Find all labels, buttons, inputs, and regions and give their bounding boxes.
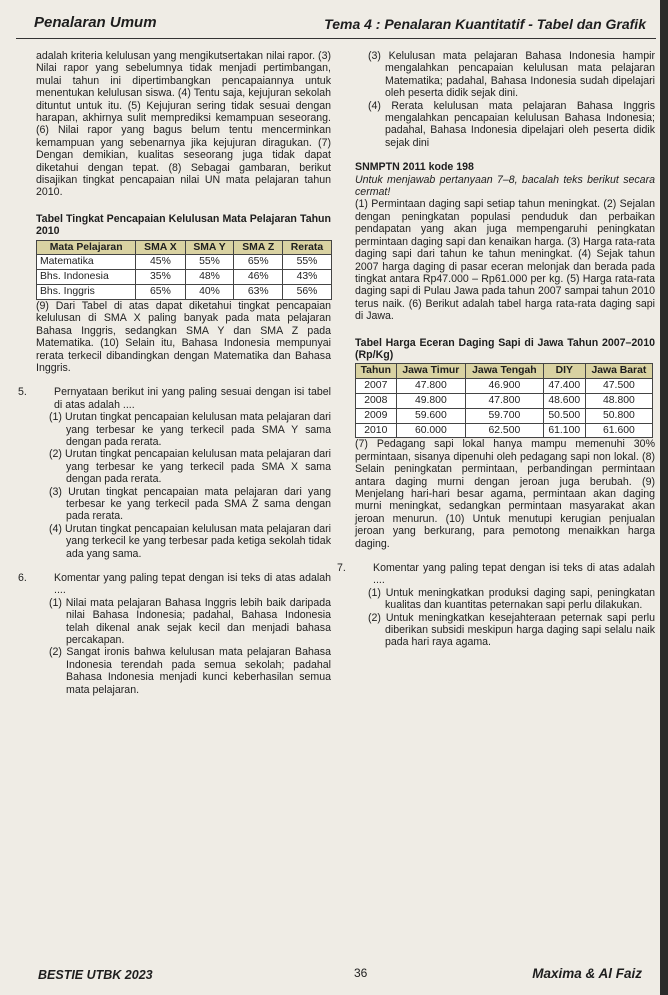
table-cell: 47.800 (466, 393, 544, 408)
table-header-cell: Jawa Timur (396, 364, 465, 379)
table-cell: Bhs. Indonesia (37, 270, 136, 285)
question-6 (18, 572, 331, 696)
table-cell: 62.500 (466, 423, 544, 438)
answer-option[interactable]: (4) Rerata kelulusan mata pelajaran Bahasa Inggris mengalahkan pencapaian kelulusan Bahasa Indonesia; padahal, Bahasa Indonesia dipelajari oleh peserta didik sejak dini (368, 99, 655, 149)
table-row (356, 393, 653, 408)
table-cell: 2008 (356, 393, 397, 408)
table-cell: 2010 (356, 423, 397, 438)
intro-paragraph: adalah kriteria kelulusan yang mengikutsertakan nilai rapor. (3) Nilai rapor yang sebelumnya tidak menjadi pertimbangan, mulai tahun ini dipertimbangkan pencapaiannya untuk menentukan kelulusan siswa. (4) Tentu saja, kejujuran sekolah dituntut untuk itu. (5) Kejujuran sering tidak sesuai dengan harapan, akhirnya sulit memprediksi kemampuan seseorang. (6) Nilai rapor yang bagus belum tentu mencerminkan kemampuan yang sebenarnya jika kejujuran diragukan. (7) Dengan demikian, kualitas seseorang juga tidak dapat diketahui dengan tepat. (8) Sebagai gambaran, berikut disajikan tingkat pencapaian nilai UN mata pelajaran tahun 2010. (36, 50, 331, 199)
question-stem: Komentar yang paling tepat dengan isi teks di atas adalah .... (373, 561, 655, 587)
answer-option[interactable]: (2) Untuk meningkatkan kesejahteraan peternak sapi perlu diberikan subsidi meskipun harga daging sapi selalu naik pada hari raya agama. (368, 611, 655, 649)
answer-option[interactable]: (2) Sangat ironis bahwa kelulusan mata pelajaran Bahasa Indonesia terendah pada semua sekolah; padahal Bahasa Indonesia menjadi kunci keberhasilan semua mata pelajaran. (49, 646, 331, 696)
question-7 (337, 561, 655, 649)
table-cell: 50.800 (585, 408, 652, 423)
table-cell: 60.000 (396, 423, 465, 438)
footer-book-title: BESTIE UTBK 2023 (38, 968, 153, 982)
table-cell: 55% (185, 255, 234, 270)
table-cell: 59.600 (396, 408, 465, 423)
header-theme: Tema 4 : Penalaran Kuantitatif - Tabel dan Grafik (324, 16, 646, 32)
question-number: 6. (18, 572, 27, 584)
table-cell: 35% (136, 270, 185, 285)
table-harga-daging (355, 363, 653, 438)
table-row (37, 285, 332, 300)
after-table-paragraph: (7) Pedagang sapi lokal hanya mampu memenuhi 30% permintaan, sisanya dipenuhi oleh pedagang sapi non lokal. (8) Selain peningkatan permintaan, perbandingan permintaan antara daging murni dengan jeroan juga berubah. (9) Menjelang hari-hari besar agama, permintaan akan daging murni meningkat, sedangkan permintaan masyarakat akan jeroan menurun. (10) Untuk menutupi kerugian penjualan jeroan yang berkurang, para pemotong menaikkan harga daging. (355, 438, 655, 550)
answer-option[interactable]: (1) Urutan tingkat pencapaian kelulusan mata pelajaran dari yang terbesar ke yang terkecil pada SMA Y sama dengan pada rerata. (49, 411, 331, 448)
answer-option[interactable]: (4) Urutan tingkat pencapaian kelulusan mata pelajaran dari yang terkecil ke yang terbesar pada ketiga sekolah tidak ada yang sama. (49, 522, 331, 560)
after-table-paragraph: (9) Dari Tabel di atas dapat diketahui tingkat pencapaian kelulusan di SMA X paling banyak pada mata pelajaran Bahasa Inggris, sedangkan SMA Y dan SMA Z pada Matematika. (10) Selain itu, Bahasa Indonesia mempunyai rerata terkecil dibandingkan dengan Matematika dan Bahasa Inggris. (36, 299, 331, 374)
table-cell: 48% (185, 270, 234, 285)
table-header-cell: Mata Pelajaran (37, 240, 136, 255)
answer-option[interactable]: (1) Nilai mata pelajaran Bahasa Inggris lebih baik daripada nilai Bahasa Indonesia; padahal, Bahasa Indonesia telah dikenal anak sejak kecil dan menjadi bahasa percakapan. (49, 596, 331, 647)
table-title-un: Tabel Tingkat Pencapaian Kelulusan Mata Pelajaran Tahun 2010 (36, 212, 331, 238)
table-cell: 59.700 (466, 408, 544, 423)
table-cell: Bhs. Inggris (37, 285, 136, 300)
table-cell: 48.600 (543, 393, 585, 408)
answer-option[interactable]: (2) Urutan tingkat pencapaian kelulusan mata pelajaran dari yang terbesar ke yang terkecil pada SMA X sama dengan pada rerata. (49, 448, 331, 486)
page-edge-shadow (660, 0, 668, 995)
table-cell: 50.500 (543, 408, 585, 423)
header-subject: Penalaran Umum (34, 14, 157, 31)
table-cell: 43% (282, 270, 331, 285)
table-cell: Matematika (37, 255, 136, 270)
table-cell: 65% (234, 255, 282, 270)
table-cell: 55% (282, 255, 331, 270)
table-row (37, 270, 332, 285)
table-cell: 61.600 (585, 423, 652, 438)
reading-instruction: Untuk menjawab pertanyaan 7–8, bacalah teks berikut secara cermat! (355, 173, 655, 199)
table-title-daging: Tabel Harga Eceran Daging Sapi di Jawa Tahun 2007–2010 (Rp/Kg) (355, 336, 655, 361)
table-cell: 46.900 (466, 379, 544, 394)
table-row (356, 408, 653, 423)
question-number: 5. (18, 386, 27, 399)
table-header-cell: SMA Y (185, 240, 234, 255)
question-number: 7. (337, 561, 346, 574)
table-cell: 45% (136, 255, 185, 270)
table-cell: 56% (282, 285, 331, 300)
table-header-cell: DIY (543, 364, 585, 379)
table-cell: 2009 (356, 408, 397, 423)
table-header-cell: Jawa Barat (585, 364, 652, 379)
table-cell: 46% (234, 270, 282, 285)
question-stem: Pernyataan berikut ini yang paling sesuai dengan isi tabel di atas adalah .... (54, 386, 331, 411)
table-cell: 47.500 (585, 379, 652, 394)
table-cell: 47.800 (396, 379, 465, 394)
passage-paragraph: (1) Permintaan daging sapi setiap tahun meningkat. (2) Sejalan dengan peningkatan populasi penduduk dan perbaikan pendapatan yang akan juga mempengaruhi peningkatan permintaan daging sapi dan kenaikan harga. (3) Harga rata-rata daging sapi dari tahun ke tahun meningkat. (4) Sejak tahun 2007 harga daging di pasar eceran melonjak dan berada pada tingkat antara Rp47.000 – Rp61.000 per kg. (5) Harga rata-rata daging sapi di Pulau Jawa pada tahun 2007 sampai tahun 2010 terus naik. (6) Berikut adalah tabel harga rata-rata daging sapi di Jawa. (355, 198, 655, 323)
table-cell: 40% (185, 285, 234, 300)
question-5 (18, 386, 331, 560)
footer-publisher: Maxima & Al Faiz (532, 966, 642, 981)
table-cell: 63% (234, 285, 282, 300)
page-number: 36 (354, 966, 368, 980)
left-column (18, 50, 331, 696)
table-header-cell: SMA X (136, 240, 185, 255)
table-header-cell: SMA Z (234, 240, 282, 255)
snmptn-title: SNMPTN 2011 kode 198 (355, 161, 474, 174)
table-un-pencapaian (36, 240, 332, 300)
question-stem: Komentar yang paling tepat dengan isi teks di atas adalah .... (54, 572, 331, 597)
table-row (356, 423, 653, 438)
answer-option[interactable]: (3) Kelulusan mata pelajaran Bahasa Indonesia hampir mengalahkan pencapaian kelulusan mata pelajaran Matematika; padahal, Bahasa Indonesia sudah dipelajari oleh peserta didik sejak dini. (368, 50, 655, 100)
page-header (16, 8, 656, 39)
page-footer (16, 962, 656, 988)
table-header-cell: Tahun (356, 364, 397, 379)
table-header-cell: Rerata (282, 240, 331, 255)
right-column (337, 50, 655, 649)
table-header-row (37, 240, 332, 255)
answer-option[interactable]: (3) Urutan tingkat pencapaian mata pelajaran dari yang terbesar ke yang terkecil pada SMA Z sama dengan pada rerata. (49, 485, 331, 523)
answer-option[interactable]: (1) Untuk meningkatkan produksi daging sapi, peningkatan kualitas dan kuantitas peternakan sapi perlu dilakukan. (368, 586, 655, 612)
table-row (356, 379, 653, 394)
table-row (37, 255, 332, 270)
table-cell: 47.400 (543, 379, 585, 394)
table-cell: 2007 (356, 379, 397, 394)
table-cell: 65% (136, 285, 185, 300)
table-cell: 49.800 (396, 393, 465, 408)
table-cell: 48.800 (585, 393, 652, 408)
table-cell: 61.100 (543, 423, 585, 438)
table-header-cell: Jawa Tengah (466, 364, 544, 379)
table-header-row (356, 364, 653, 379)
